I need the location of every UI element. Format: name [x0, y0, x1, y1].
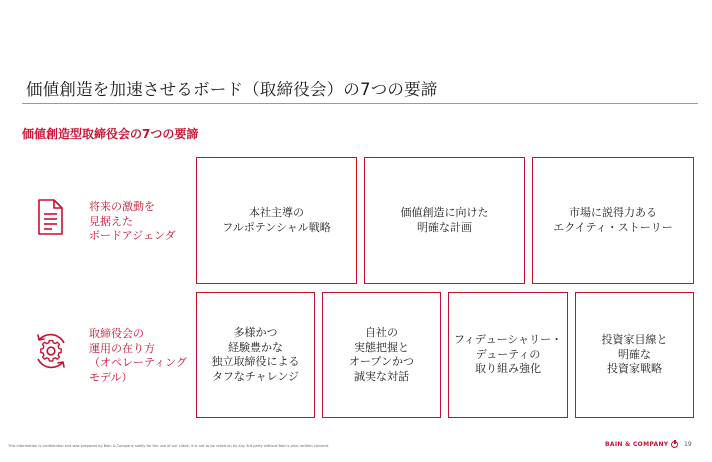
- company-name: BAIN & COMPANY: [605, 441, 669, 448]
- card-investor-strategy: [575, 292, 694, 418]
- card-text: フィデューシャリー・ デューティの 取り組み強化: [453, 333, 563, 376]
- document-icon: [36, 199, 64, 239]
- card-text: 多様かつ 経験豊かな 独立取締役による タフなチャレンジ: [211, 326, 300, 383]
- section-subtitle: 価値創造型取締役会の7つの要諦: [22, 127, 199, 141]
- row-label-operating-model: 取締役会の 運用の在り方 （オペレーティング モデル）: [89, 327, 187, 384]
- card-open-dialogue: [322, 292, 441, 418]
- card-fiduciary-duty: [448, 292, 568, 418]
- card-text: 自社の 実態把握と オープンかつ 誠実な対話: [348, 326, 414, 383]
- page-number: 19: [684, 441, 692, 448]
- row-label-agenda: 将来の激動を 見据えた ボードアジェンダ: [89, 200, 176, 242]
- footer-logo: [605, 441, 678, 448]
- footer-disclaimer: This information is confidential and was prepared by Bain & Company solely for the use of our client; it is not to be relied on by any 3rd party without Bain's prior written consent.: [8, 444, 330, 448]
- card-value-creation-plan: [364, 157, 525, 284]
- card-text: 投資家目線と 明確な 投資家戦略: [601, 333, 668, 376]
- power-logo-icon: [671, 441, 678, 448]
- card-full-potential-strategy: [196, 157, 357, 284]
- card-independent-directors: [196, 292, 315, 418]
- slide-title: 価値創造を加速させるボード（取締役会）の7つの要諦: [26, 80, 438, 99]
- card-text: 価値創造に向けた 明確な計画: [400, 206, 489, 234]
- gear-cycle-icon: [31, 331, 71, 375]
- card-text: 本社主導の フルポテンシャル戦略: [222, 206, 331, 234]
- card-equity-story: [532, 157, 694, 284]
- card-text: 市場に説得力ある エクイティ・ストーリー: [553, 206, 673, 234]
- title-divider: [22, 103, 698, 104]
